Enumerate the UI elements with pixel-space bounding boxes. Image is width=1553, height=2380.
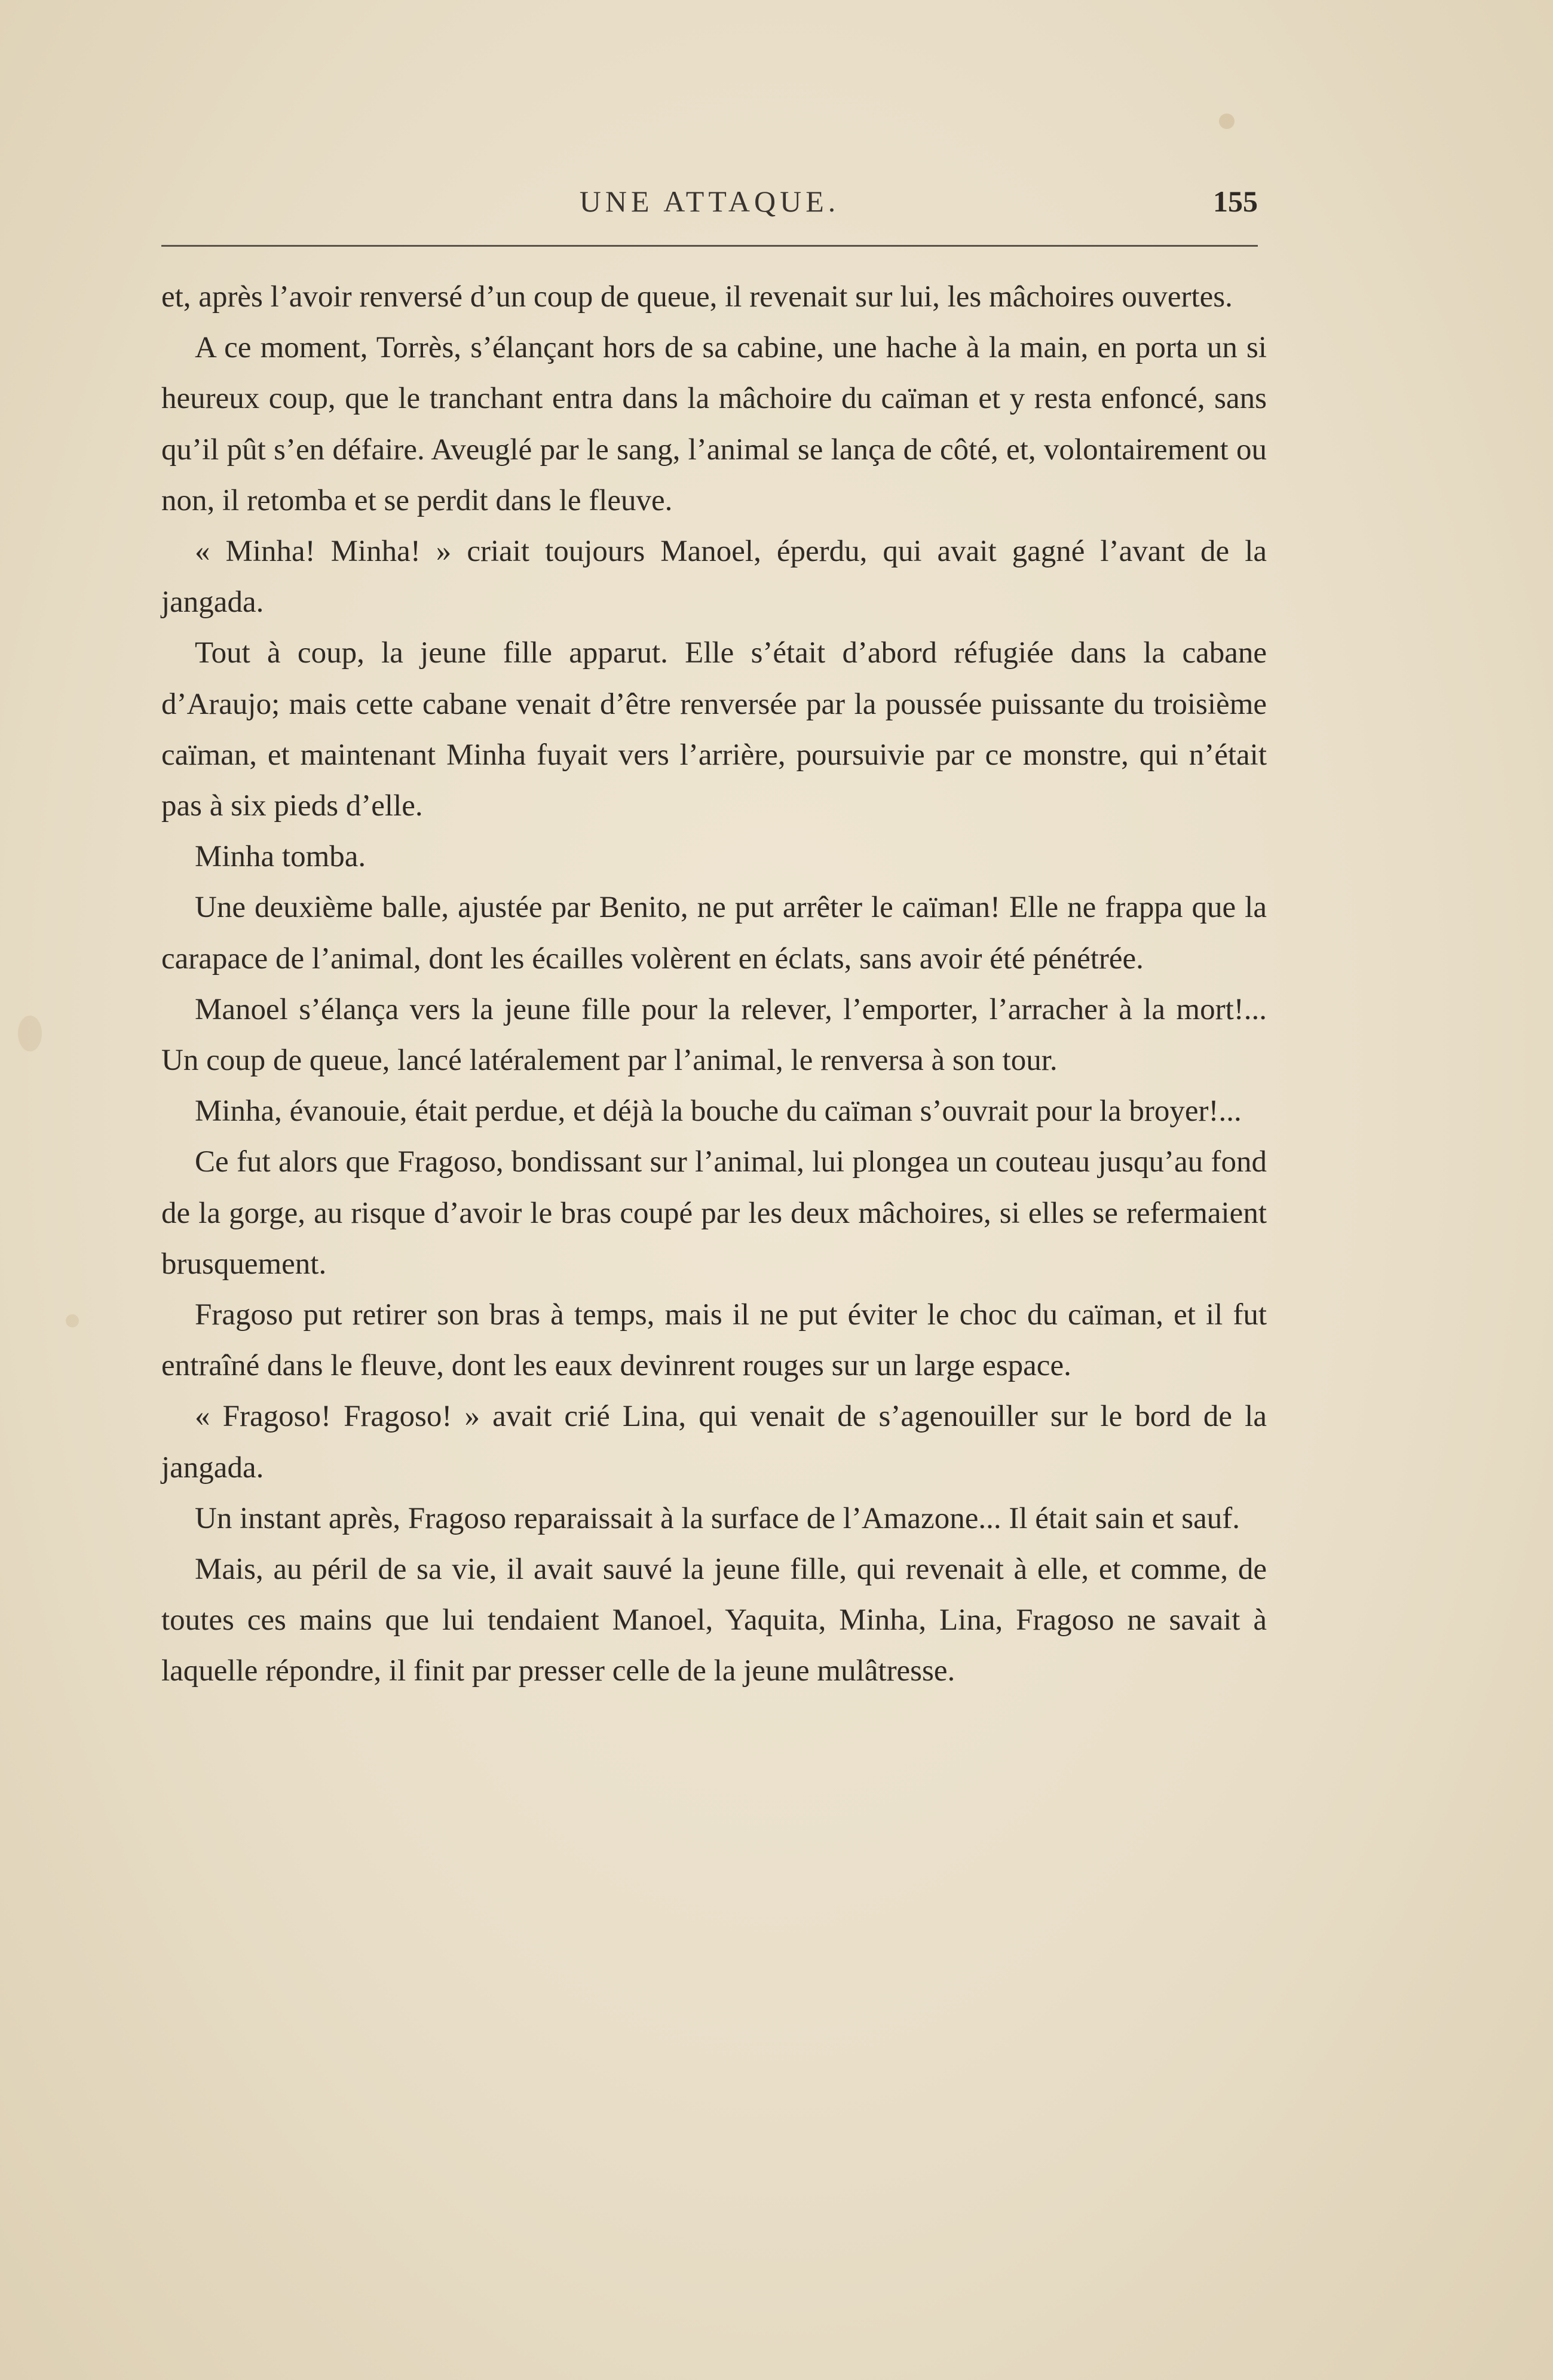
running-title: UNE ATTAQUE. [579,185,840,218]
paragraph: « Minha! Minha! » criait toujours Manoel, éperdu, qui avait gagné l’avant de la jangada. [161,535,1267,619]
body-text [161,272,1267,1697]
paragraph: A ce moment, Torrès, s’élançant hors de sa cabine, une hache à la main, en porta un si heureux coup, que le tranchant entra dans la mâchoire du caïman et y resta enfoncé, sans qu’il pût s’en défaire. Aveuglé par le sang, l’animal se lança de côté, et, volontairement ou non, il retomba et se perdit dans le fleuve. [161,331,1267,517]
paper-stain [66,1314,79,1327]
paragraph: Mais, au péril de sa vie, il avait sauvé la jeune fille, qui revenait à elle, et comme, de toutes ces mains que lui tendaient Manoel, Yaquita, Minha, Lina, Fragoso ne savait à laquelle répondre, il finit par presser celle de la jeune mulâtresse. [161,1553,1267,1688]
paper-stain [18,1016,42,1051]
paragraph: Fragoso put retirer son bras à temps, mais il ne put éviter le choc du caïman, et il fut entraîné dans le fleuve, dont les eaux devinrent rouges sur un large espace. [161,1298,1267,1383]
paragraph: Une deuxième balle, ajustée par Benito, ne put arrêter le caïman! Elle ne frappa que la carapace de l’animal, dont les écailles volèrent en éclats, sans avoir été pénétrée. [161,891,1267,976]
page-number: 155 [1213,185,1258,218]
paragraph: et, après l’avoir renversé d’un coup de queue, il revenait sur lui, les mâchoires ouvertes. [161,280,1233,314]
paragraph: Tout à coup, la jeune fille apparut. Elle s’était d’abord réfugiée dans la cabane d’Araujo; mais cette cabane venait d’être renversée par la poussée puissante du troisième caïman, et maintenant Minha fuyait vers l’arrière, poursuivie par ce monstre, qui n’était pas à six pieds d’elle. [161,636,1267,823]
paragraph: Ce fut alors que Fragoso, bondissant sur l’animal, lui plongea un couteau jusqu’au fond de la gorge, au risque d’avoir le bras coupé par les deux mâchoires, si elles se refermaient brusquement. [161,1145,1267,1281]
running-head [161,184,1258,232]
paper-stain [1219,114,1235,129]
paragraph: Minha tomba. [195,840,366,874]
paragraph: Manoel s’élança vers la jeune fille pour la relever, l’emporter, l’arracher à la mort!... Un coup de queue, lancé latéralement par l’animal, le renversa à son tour. [161,992,1267,1078]
paragraph: Un instant après, Fragoso reparaissait à la surface de l’Amazone... Il était sain et sauf. [195,1501,1240,1535]
paragraph: « Fragoso! Fragoso! » avait crié Lina, qui venait de s’agenouiller sur le bord de la jangada. [161,1400,1267,1485]
header-rule [161,245,1258,247]
paragraph: Minha, évanouie, était perdue, et déjà la bouche du caïman s’ouvrait pour la broyer!... [195,1094,1242,1128]
